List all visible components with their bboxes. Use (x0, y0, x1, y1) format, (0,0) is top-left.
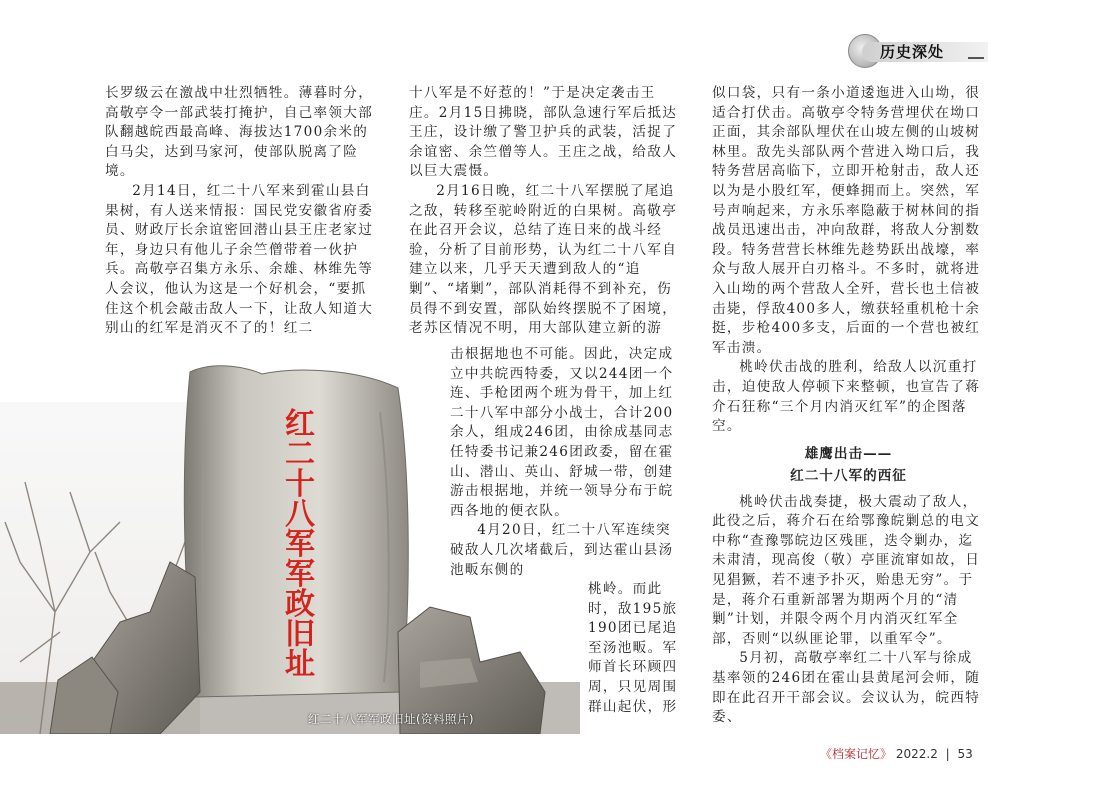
inscription-char: 旧 (285, 617, 315, 652)
paragraph: 桃岭。而此时，敌195旅190团已尾追至汤池畈。军师首长环顾四周，只见周围群山起伏，形 (588, 581, 678, 715)
column-2-top (409, 84, 685, 339)
magazine-name: 《档案记忆》 (820, 747, 893, 761)
paragraph: 2月16日晚，红二十八军摆脱了尾追之敌，转移至驼岭附近的白果树。高敬亭在此召开会议，总结了连日来的战斗经验，分析了目前形势，认为红二十八军自建立以来，几乎天天遭到敌人的“追剿”、“堵剿”，部队消耗得不到补充，伤员得不到安置，部队始终摆脱不了困境，老苏区情况不明，用大部队建立新的游 (409, 182, 678, 337)
paragraph: 十八军是不好惹的！”于是决定袭击王庄。2月15日拂晓，部队急速行军后抵达王庄，设计缴了警卫护兵的武装，活捉了余谊密、余竺僧等人。王庄之战，给敌人以巨大震慑。 (409, 85, 678, 180)
paragraph: 4月20日，红二十八军连续突破敌人几次堵截后，到达霍山县汤池畈东侧的 (450, 522, 674, 578)
paragraph: 5月初，高敬亭率红二十八军与徐成基率领的246团在霍山县黄尾河会师，随即在此召开干部会议。会议认为，皖西特委、 (712, 650, 981, 726)
inscription-char: 十 (285, 467, 315, 502)
section-badge (848, 34, 988, 68)
paragraph: 桃岭伏击战的胜利，给敌人以沉重打击，迫使敌人停顿下来整顿，也宣告了蒋介石狂称“三个月内消灭红军”的企图落空。 (712, 359, 981, 435)
photo-caption: 红二十八军军政旧址(资料照片) (308, 712, 474, 726)
column-1 (105, 84, 377, 339)
header-rule (968, 57, 984, 59)
stone-inscription (255, 407, 345, 682)
inscription-char: 八 (285, 497, 315, 532)
inscription-char: 军 (285, 557, 315, 592)
inscription-char: 二 (285, 437, 315, 472)
section-heading-line1: 雄鹰出击—— (804, 445, 893, 462)
paragraph: 似口袋，只有一条小道逶迤进入山坳，很适合打伏击。高敬亭令特务营埋伏在坳口正面，其余部队埋伏在山坡左侧的山坡树林里。敌先头部队两个营进入坳口后，我特务营居高临下，立即开枪射击，敌人还以为是小股红军，便蜂拥而上。突然，军号声响起来，方永乐率隐蔽于树林间的指战员迅速出击，冲向敌群，将敌人分割数段。特务营营长林维先趁势跃出战壕，率众与敌人展开白刃格斗。不多时，就将进入山坳的两个营敌人全歼，营长也土信被击毙，俘敌400多人，缴获轻重机枪十余挺，步枪400多支，后面的一个营也被红军击溃。 (712, 85, 981, 356)
section-heading-line2: 红二十八军的西征 (790, 467, 907, 484)
paragraph: 2月14日，红二十八军来到霍山县白果树，有人送来情报：国民党安徽省府委员、财政厅长余谊密回潜山县王庄老家过年，身边只有他儿子余竺僧带着一伙护兵。高敬亭召集方永乐、余雄、林维先等人会议，他认为这是一个好机会，“要抓住这个机会敲击敌人一下，让敌人知道大别山的红军是消灭不了的！红二 (105, 182, 374, 337)
paragraph: 桃岭伏击战奏捷，极大震动了敌人，此役之后，蒋介石在给鄂豫皖剿总的电文中称“查豫鄂皖边区残匪，迭令剿办，迄未肃清，现高俊（敬）亭匪流窜如故，日见猖獗，若不速予扑灭，贻患无穷”。于是，蒋介石重新部署为期两个月的“清剿”计划，并限令两个月内消灭红军全部，否则“以纵匪论罪，以重军令”。 (712, 493, 981, 647)
inscription-char: 军 (285, 527, 315, 562)
column-2-bottom (588, 580, 685, 717)
page-footer (820, 745, 973, 762)
page-number: 53 (957, 747, 973, 761)
monument-photo (0, 362, 580, 734)
inscription-char: 政 (285, 587, 315, 622)
inscription-char: 红 (285, 407, 315, 442)
issue-number: 2022.2 (895, 747, 938, 761)
inscription-char: 址 (285, 647, 315, 682)
paragraph: 击根据地也不可能。因此，决定成立中共皖西特委，又以244团一个连、手枪团两个班为骨干，加上红二十八军中部分小战士，合计200余人，组成246团，由徐成基同志任特委书记兼246团政委，留在霍山、潜山、英山、舒城一带，创建游击根据地，并统一领导分布于皖西各地的便衣队。 (450, 346, 674, 519)
paragraph: 长罗级云在激战中壮烈牺牲。薄暮时分，高敬亭令一部武装打掩护，自己率领大部队翻越皖西最高峰、海拔达1700余米的白马尖，达到马家河，使部队脱离了险境。 (105, 85, 374, 180)
section-title: 历史深处 (880, 43, 945, 61)
footer-separator: | (945, 747, 950, 761)
column-3 (712, 84, 985, 728)
